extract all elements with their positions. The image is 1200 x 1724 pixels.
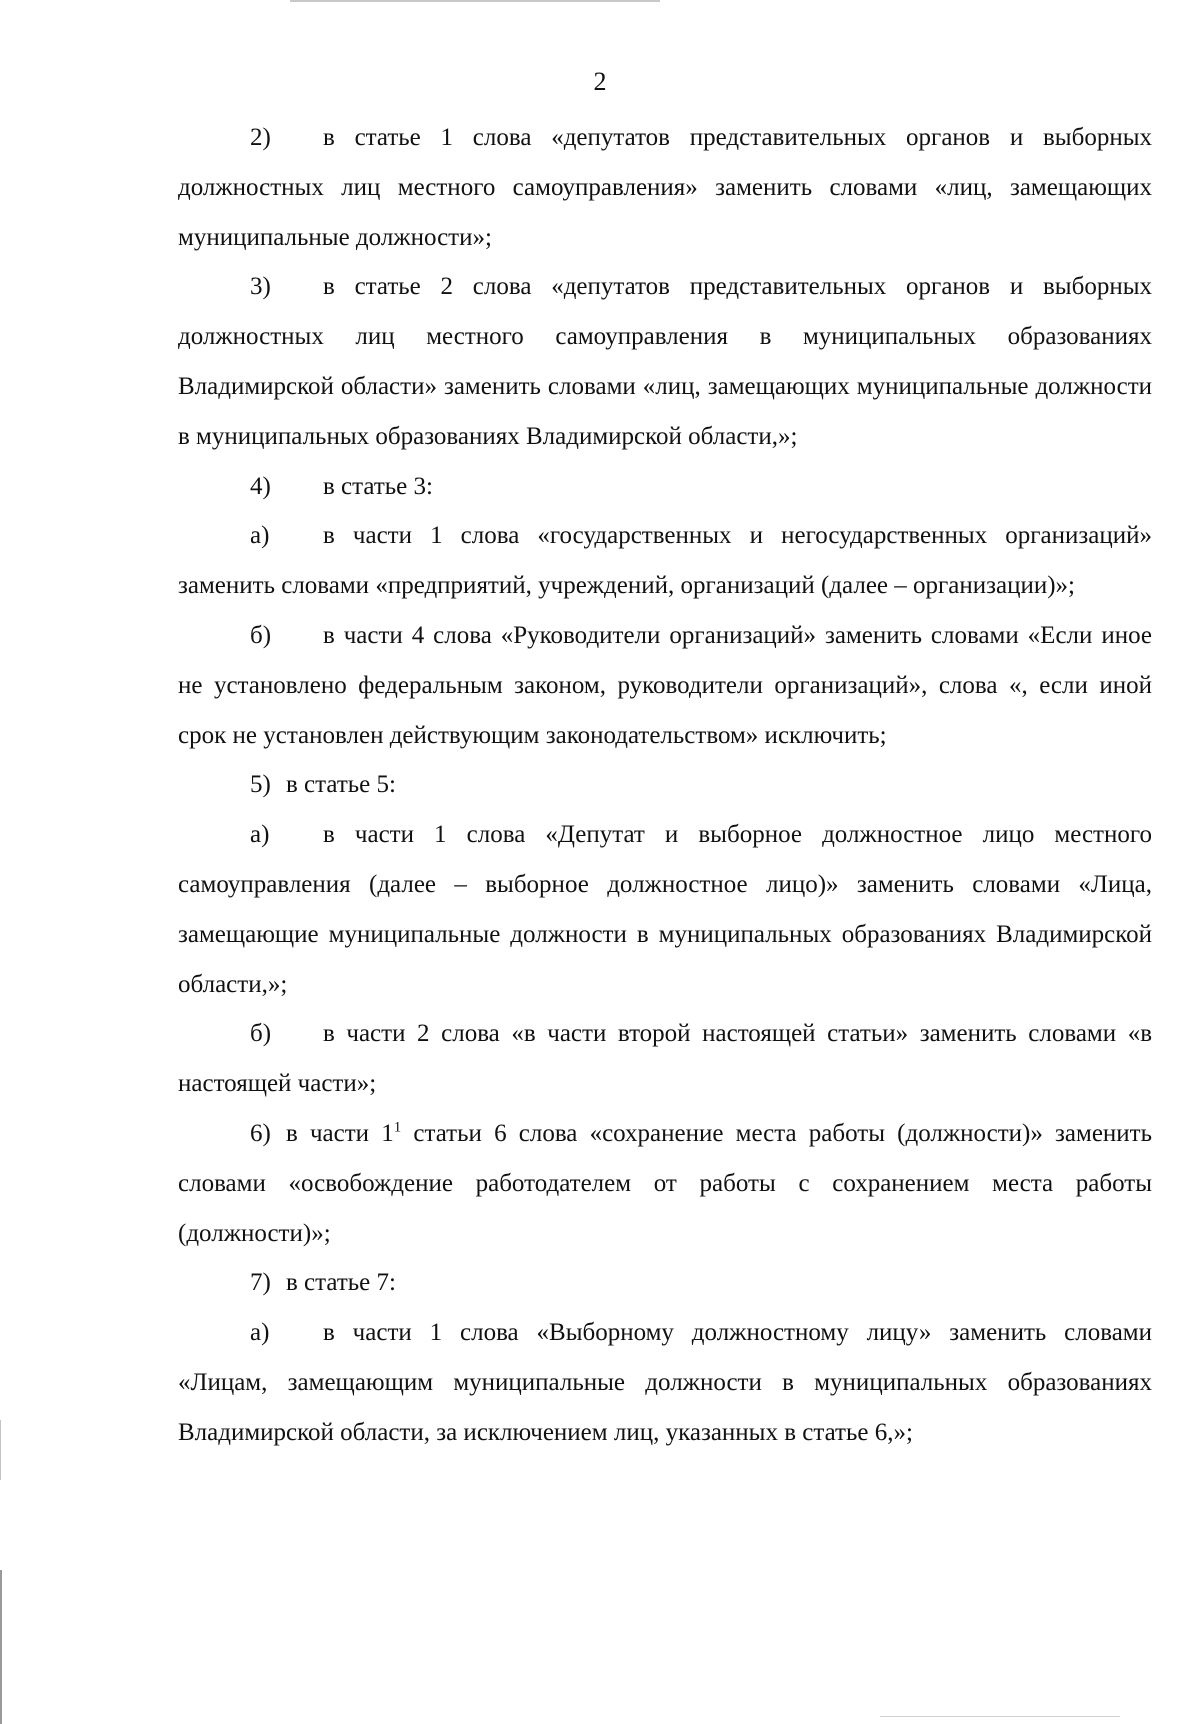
item-letter: а) bbox=[250, 821, 270, 849]
paragraph-item-5 bbox=[178, 760, 1152, 810]
document-body bbox=[178, 113, 1152, 1458]
item-number: 3) bbox=[250, 273, 271, 301]
paragraph-text: в части 1 слова «Выборному должностному лицу» заменить словами «Лицам, замещающим муниципальные должности в муниципальных образованиях Владимирской области, за исключением лиц, указанных в статье 6,»; bbox=[178, 1319, 1152, 1446]
paragraph-item-7 bbox=[178, 1258, 1152, 1308]
paragraph-text: в статье 2 слова «депутатов представительных органов и выборных должностных лиц местного самоуправления в муниципальных образованиях Владимирской области» заменить словами «лиц, замещающих муниципальные должности в муниципальных образованиях Владимирской области,»; bbox=[178, 273, 1152, 450]
paragraph-item-7a bbox=[178, 1308, 1152, 1457]
scan-artifact-left bbox=[0, 1420, 1, 1480]
item-number: 6) bbox=[250, 1119, 271, 1147]
paragraph-text: в части 4 слова «Руководители организаций» заменить словами «Если иное не установлено федеральным законом, руководители организаций», слова «, если иной срок не установлен действующим законодательством» исключить; bbox=[178, 621, 1152, 749]
paragraph-text-start: в части 1 bbox=[286, 1119, 394, 1147]
paragraph-item-5b bbox=[178, 1009, 1152, 1109]
item-number: 2) bbox=[250, 124, 271, 151]
paragraph-text: в части 1 слова «Депутат и выборное должностное лицо местного самоуправления (далее – выборное должностное лицо)» заменить словами «Лица, замещающие муниципальные должности в муниципальных образованиях Владимирской области,»; bbox=[178, 821, 1152, 998]
paragraph-text: в части 2 слова «в части второй настоящей статьи» заменить словами «в настоящей части»; bbox=[178, 1020, 1152, 1098]
paragraph-text: в части 1 слова «государственных и негосударственных организаций» заменить словами «предприятий, учреждений, организаций (далее – организации)»; bbox=[178, 522, 1152, 600]
paragraph-item-4 bbox=[178, 462, 1152, 512]
superscript: 1 bbox=[393, 1119, 402, 1136]
paragraph-text: в статье 7: bbox=[286, 1269, 396, 1297]
item-letter: а) bbox=[250, 522, 270, 550]
paragraph-item-2 bbox=[178, 113, 1152, 262]
scan-artifact-top bbox=[290, 0, 660, 2]
paragraph-item-6 bbox=[178, 1109, 1152, 1258]
paragraph-item-4b bbox=[178, 611, 1152, 760]
item-number: 4) bbox=[250, 472, 271, 500]
paragraph-text: в статье 5: bbox=[286, 771, 396, 799]
paragraph-item-3 bbox=[178, 262, 1152, 461]
scan-artifact-left-bottom bbox=[0, 1570, 2, 1724]
item-letter: а) bbox=[250, 1319, 270, 1347]
item-letter: б) bbox=[250, 621, 272, 649]
item-letter: б) bbox=[250, 1020, 272, 1048]
scan-artifact-bottom bbox=[880, 1716, 1120, 1717]
paragraph-text: в статье 1 слова «депутатов представительных органов и выборных должностных лиц местного самоуправления» заменить словами «лиц, замещающих муниципальные должности»; bbox=[178, 124, 1152, 251]
page-number: 2 bbox=[593, 67, 607, 96]
paragraph-text-end: статьи 6 слова «сохранение места работы (должности)» заменить словами «освобождение работодателем от работы с сохранением места работы (должности)»; bbox=[178, 1119, 1153, 1247]
item-number: 5) bbox=[250, 771, 271, 799]
paragraph-item-5a bbox=[178, 810, 1152, 1009]
paragraph-text: в статье 3: bbox=[323, 472, 433, 500]
item-number: 7) bbox=[250, 1269, 271, 1297]
paragraph-item-4a bbox=[178, 511, 1152, 611]
